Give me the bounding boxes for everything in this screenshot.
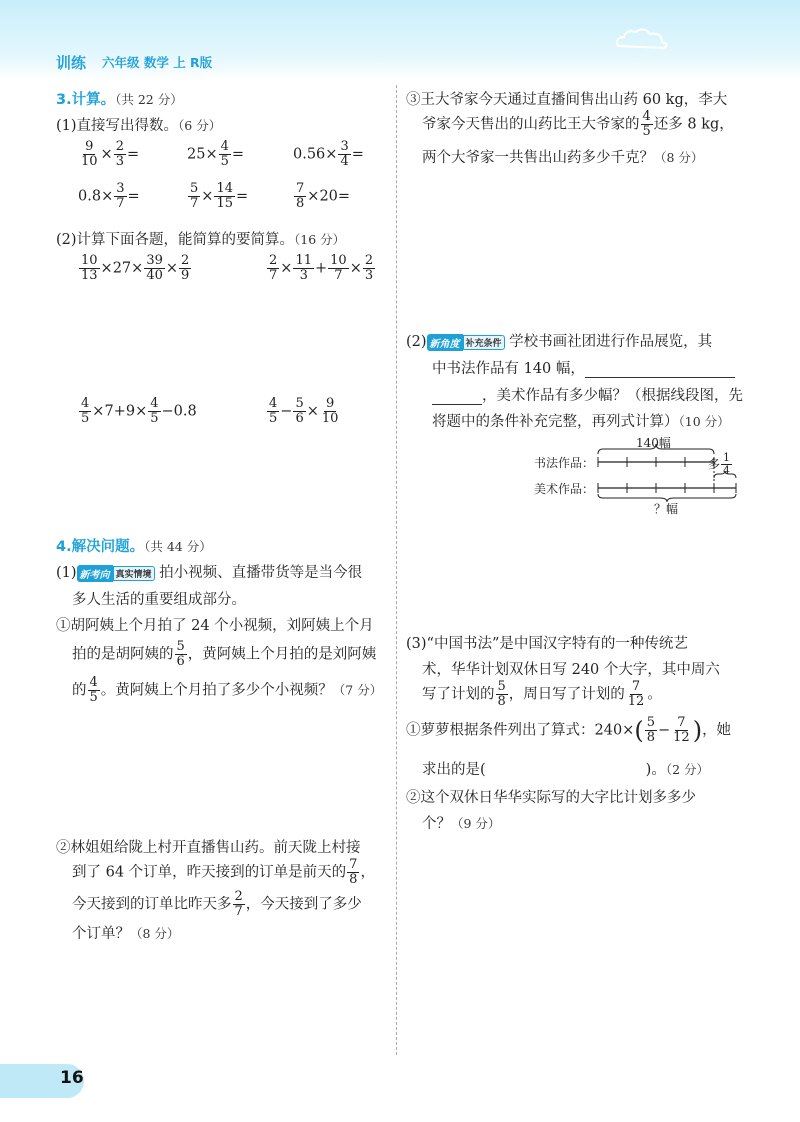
- calc-item: $\frac{10}{13}$ ×27× $\frac{39}{40}$ × $\frac{2}{9}$: [81, 253, 190, 283]
- part-2-label: (2)计算下面各题，能简算的要简算。（16 分）: [56, 232, 346, 248]
- sub-question-2-line3: 今天接到的订单比昨天多 $\frac{2}{7}$ ，今天接到了多少: [72, 889, 362, 919]
- sub-question-1-line2: 拍的是胡阿姨的 $\frac{5}{6}$ ，黄阿姨上个月拍的是刘阿姨: [72, 639, 377, 669]
- question-2-intro: (2) 新角度 补充条件 学校书画社团进行作品展览，其: [406, 334, 713, 350]
- sub-question-1-line3: 的 $\frac{4}{5}$ 。黄阿姨上个月拍了多少个小视频？（7 分）: [72, 675, 383, 705]
- diagram-more-label: 多 $\frac{1}{4}$: [708, 451, 731, 477]
- sub-question-2-line4: 个订单？（8 分）: [72, 926, 180, 942]
- calc-item: $\frac{4}{5}$ − $\frac{5}{6}$ × $\frac{9}{10}$: [269, 396, 339, 426]
- question-3-sub-1: ①萝萝根据条件列出了算式：240×( $\frac{5}{8}$ − $\frac{7}{12}$ )，她: [406, 715, 732, 745]
- question-2-line4: 将题中的条件补充完整，再列式计算）（10 分）: [432, 414, 730, 430]
- calc-item: $\frac{4}{5}$ ×7+9× $\frac{4}{5}$ −0.8: [81, 396, 197, 426]
- line-segment-diagram: [590, 442, 750, 504]
- diagram-top-label: 140幅: [636, 436, 671, 450]
- question-2-line3: ，美术作品有多少幅？（根据线段图，先: [432, 384, 743, 405]
- diagram-row-calligraphy: 书法作品：: [534, 456, 595, 470]
- calc-item: $\frac{7}{8}$ ×20=: [296, 181, 351, 211]
- question-3-sub-2-line2: 个？（9 分）: [422, 816, 501, 832]
- question-1-intro-cont: 多人生活的重要组成部分。: [72, 592, 246, 608]
- part-1-label: (1)直接写出得数。（6 分）: [56, 118, 222, 134]
- diagram-question-label: ？幅: [654, 502, 679, 516]
- calc-item: 25× $\frac{4}{5}$ =: [187, 139, 245, 169]
- question-2-line2: 中书法作品有 140 幅，: [432, 357, 735, 378]
- question-3-line3: 写了计划的 $\frac{5}{8}$ ，周日写了计划的 $\frac{7}{12}$ 。: [422, 679, 662, 709]
- answer-blank[interactable]: [585, 363, 735, 378]
- calc-item: $\frac{9}{10}$ × $\frac{2}{3}$ =: [81, 139, 140, 169]
- brand-logo: 训练: [56, 54, 87, 72]
- question-1-intro: (1) 新考向 真实情境 拍小视频、直播带货等是当今很: [56, 565, 363, 581]
- tag-new-angle: 新角度: [427, 334, 463, 351]
- section-4-title: 4.解决问题。（共 44 分）: [56, 539, 212, 555]
- answer-paren-blank[interactable]: [486, 767, 646, 779]
- cloud-icon: [612, 26, 672, 52]
- calc-item: 0.56× $\frac{3}{4}$ =: [293, 139, 364, 169]
- question-3-sub-2: ②这个双休日华华实际写的大字比计划多多少: [406, 790, 696, 806]
- tag-supplement-condition: 补充条件: [463, 335, 505, 350]
- sub-question-1: ①胡阿姨上个月拍了 24 个小视频，刘阿姨上个月: [56, 618, 374, 634]
- question-3-line2: 术，华华计划双休日写 240 个大字，其中周六: [422, 662, 720, 678]
- sub-question-3-line2: 爷家今天售出的山药比王大爷家的 $\frac{4}{5}$ 还多 8 kg，: [422, 109, 734, 139]
- answer-blank[interactable]: [432, 390, 482, 405]
- tag-new-direction: 新考向: [77, 565, 113, 582]
- sub-question-3: ③王大爷家今天通过直播间售出山药 60 kg，李大: [406, 92, 728, 108]
- question-3-intro: (3)“中国书法”是中国汉字特有的一种传统艺: [406, 636, 688, 652]
- calc-item: $\frac{5}{7}$ × $\frac{14}{15}$ =: [190, 181, 249, 211]
- tag-real-context: 真实情境: [113, 566, 155, 581]
- diagram-row-art: 美术作品：: [534, 482, 595, 496]
- calc-item: 0.8× $\frac{3}{7}$ =: [78, 181, 140, 211]
- page-number: 16: [60, 1068, 84, 1088]
- calc-item: $\frac{2}{7}$ × $\frac{11}{3}$ + $\frac{10}{7}$ × $\frac{2}{3}$: [269, 253, 374, 283]
- sub-question-3-line3: 两个大爷家一共售出山药多少千克？（8 分）: [422, 150, 704, 166]
- sub-question-2-line2: 到了 64 个订单，昨天接到的订单是前天的 $\frac{7}{8}$ ，: [72, 857, 375, 887]
- sub-question-2: ②林姐姐给陇上村开直播售山药。前天陇上村接: [56, 840, 361, 856]
- section-3-title: 3.计算。（共 22 分）: [56, 92, 183, 108]
- question-3-sub-1-line2: 求出的是( )。（2 分）: [422, 762, 710, 778]
- column-divider: [396, 85, 397, 1055]
- header-grade: 六年级 数学 上 R版: [102, 55, 213, 70]
